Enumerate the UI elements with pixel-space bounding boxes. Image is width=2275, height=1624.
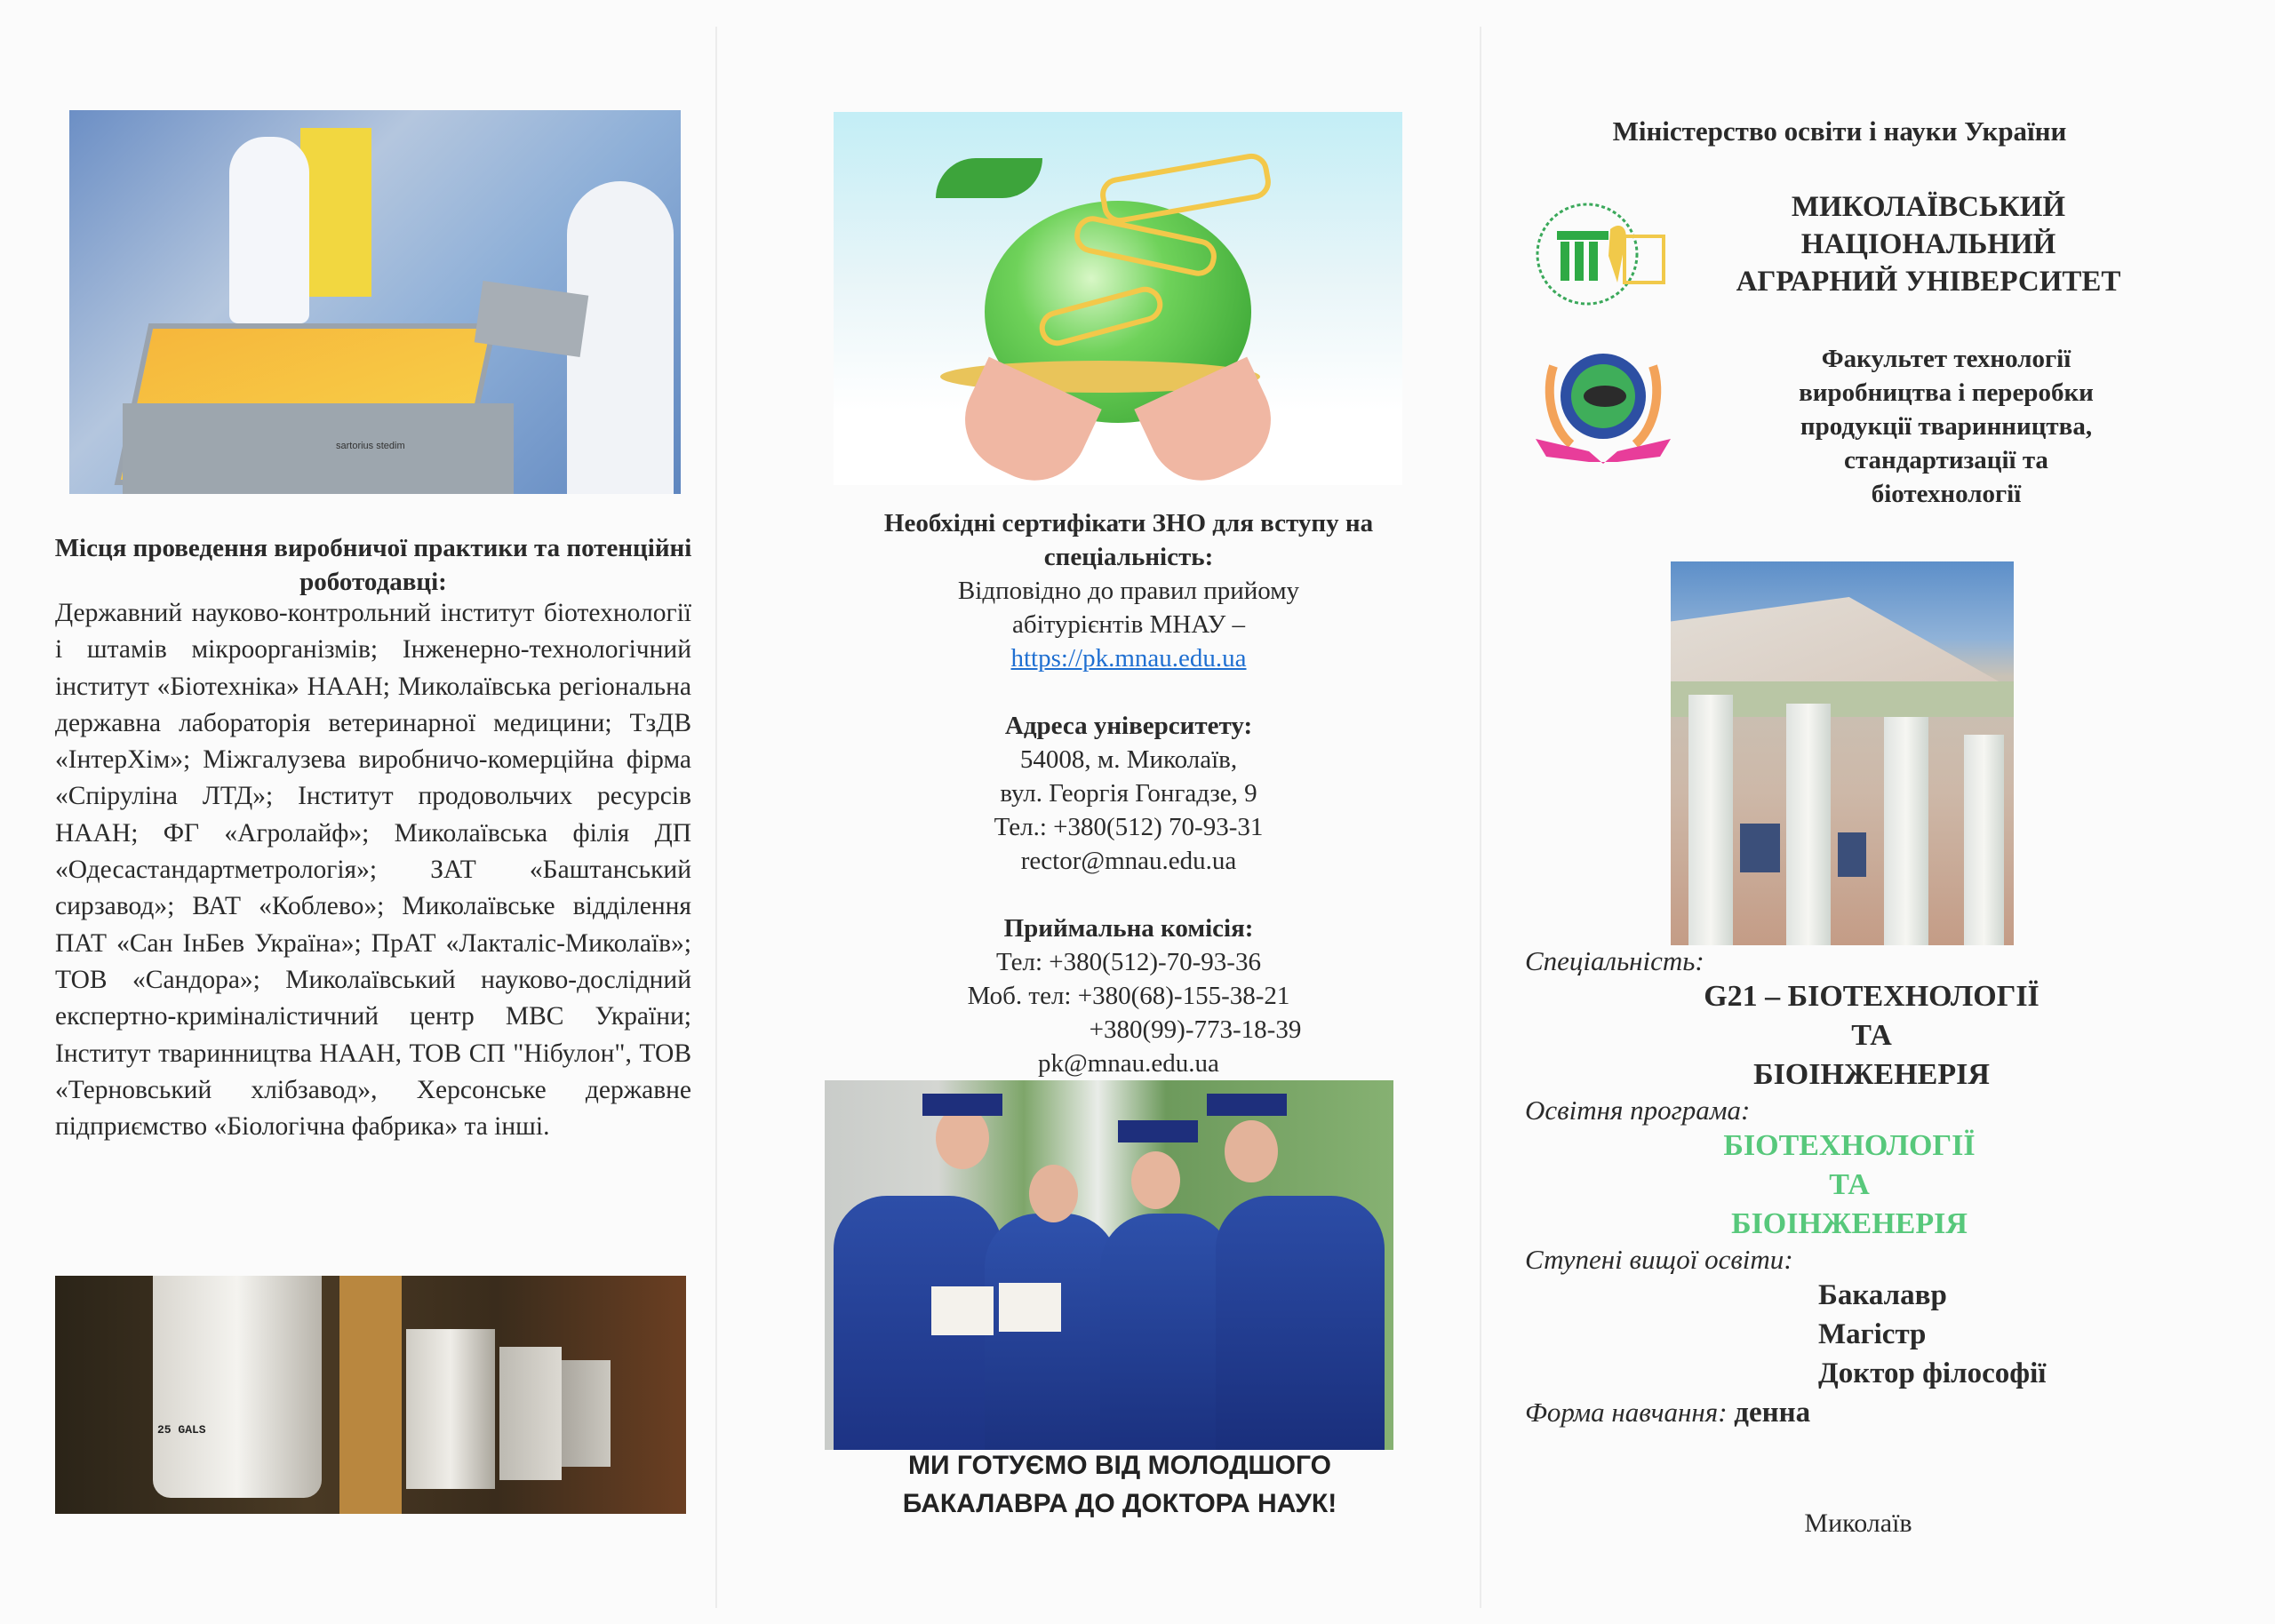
study-form: Форма навчання: денна — [1525, 1397, 1811, 1429]
tank-label: 25 GALS — [157, 1423, 206, 1437]
internship-heading: Місця проведення виробничої практики та потенційні роботодавці: — [54, 534, 692, 596]
faculty-name-line: виробництва і переробки — [1799, 378, 2094, 407]
fold-line — [715, 27, 717, 1608]
admissions-phone: Тел: +380(512)-70-93-36 — [996, 948, 1261, 976]
study-form-value: денна — [1734, 1397, 1811, 1429]
slogan-line: МИ ГОТУЄМО ВІД МОЛОДШОГО — [908, 1451, 1331, 1480]
program-label: Освітня програма: — [1525, 1095, 1751, 1126]
specialty-label: Спеціальність: — [1525, 945, 1704, 976]
employers-list: Державний науково-контрольний інститут біотехнології і штамів мікроорганізмів; Інженерно-технологічний інститут «Біотехніка» НААН; Миколаївська регіональна державна лабораторія ветеринарної медицини; ТзДВ «ІнтерХім»; Міжгалузева виробничо-комерційна фірма «Спіруліна ЛТД»; Інститут продовольчих ресурсів НААН; ФГ «Агролайф»; Миколаївська філія ДП «Одесастандартметрологія»; ЗАТ «Баштанський сирзавод»; ВАТ «Коблево»; Миколаївське відділення ПАТ «Сан ІнБев Україна»; ПрАТ «Лакталіс-Миколаїв»; ТОВ «Сандора»; Миколаївський науково-дослідний експертно-криміналістичний центр МВС України; Інститут тваринництва НААН, ТОВ СП "Нібулон", ТОВ «Терновський хлібзавод», Херсонське державне підприємство «Біологічна фабрика» та інші. — [55, 599, 691, 1142]
degree-item: Бакалавр — [1818, 1279, 1947, 1311]
address-phone: Тел.: +380(512) 70-93-31 — [994, 813, 1264, 841]
university-name — [1706, 188, 2151, 300]
address-line: 54008, м. Миколаїв, — [1019, 745, 1238, 774]
city: Миколаїв — [1804, 1509, 1912, 1538]
university-logo — [1532, 194, 1672, 316]
admissions-link[interactable]: https://pk.mnau.edu.ua — [1010, 644, 1247, 673]
zno-section — [826, 506, 1431, 675]
program-info — [1525, 945, 2165, 1432]
zno-heading: Необхідні сертифікати ЗНО для вступу на спеціальність: — [883, 509, 1374, 571]
specialty-line: БІОІНЖЕНЕРІЯ — [1753, 1058, 1990, 1091]
biotech-logo-image — [834, 112, 1402, 485]
admissions-section — [826, 912, 1431, 1080]
degrees-label: Ступені вищої освіти: — [1525, 1244, 1793, 1275]
slogan — [840, 1446, 1400, 1523]
admissions-email: pk@mnau.edu.ua — [1038, 1049, 1219, 1078]
cleanroom-photo — [69, 110, 681, 494]
study-form-label: Форма навчання — [1525, 1397, 1719, 1428]
degree-item: Магістр — [1818, 1318, 1927, 1350]
program-line: ТА — [1829, 1168, 1870, 1201]
equipment-label: sartorius stedim — [336, 441, 405, 451]
address-line: вул. Георгія Гонгадзе, 9 — [1000, 779, 1257, 808]
university-name-line: НАЦІОНАЛЬНИЙ — [1800, 228, 2056, 260]
tanks-photo — [55, 1276, 686, 1514]
zno-text: Відповідно до правил прийому абітурієнтів МНАУ – — [957, 577, 1300, 639]
slogan-line: БАКАЛАВРА ДО ДОКТОРА НАУК! — [902, 1489, 1337, 1518]
admissions-mobile-2: +380(99)-773-18-39 — [1089, 1015, 1302, 1044]
faculty-name-line: стандартизації та — [1844, 446, 2048, 474]
graduates-photo — [825, 1080, 1393, 1450]
university-name-line: МИКОЛАЇВСЬКИЙ — [1791, 191, 2066, 223]
address-heading: Адреса університету: — [1004, 712, 1253, 740]
specialty-line: ТА — [1851, 1019, 1892, 1052]
program-line: БІОТЕХНОЛОГІЇ — [1723, 1129, 1976, 1162]
admissions-heading: Приймальна комісія: — [1003, 914, 1254, 943]
faculty-name-line: Факультет технології — [1821, 345, 2071, 373]
fold-line — [1480, 27, 1481, 1608]
program-line: БІОІНЖЕНЕРІЯ — [1731, 1207, 1968, 1240]
specialty-line: G21 – БІОТЕХНОЛОГІЇ — [1704, 980, 2040, 1013]
rector-email: rector@mnau.edu.ua — [1020, 847, 1237, 875]
faculty-emblem — [1527, 339, 1680, 469]
faculty-name-line: біотехнології — [1871, 480, 2022, 508]
admissions-mobile-1: Моб. тел: +380(68)-155-38-21 — [967, 982, 1290, 1010]
university-name-line: АГРАРНИЙ УНІВЕРСИТЕТ — [1736, 266, 2121, 298]
degree-item: Доктор філософії — [1818, 1357, 2047, 1389]
faculty-name-line: продукції тваринництва, — [1800, 412, 2093, 441]
ministry-title: Міністерство освіти і науки України — [1612, 115, 2067, 147]
university-building-photo — [1671, 561, 2014, 945]
faculty-name — [1742, 342, 2151, 511]
address-section — [826, 709, 1431, 878]
